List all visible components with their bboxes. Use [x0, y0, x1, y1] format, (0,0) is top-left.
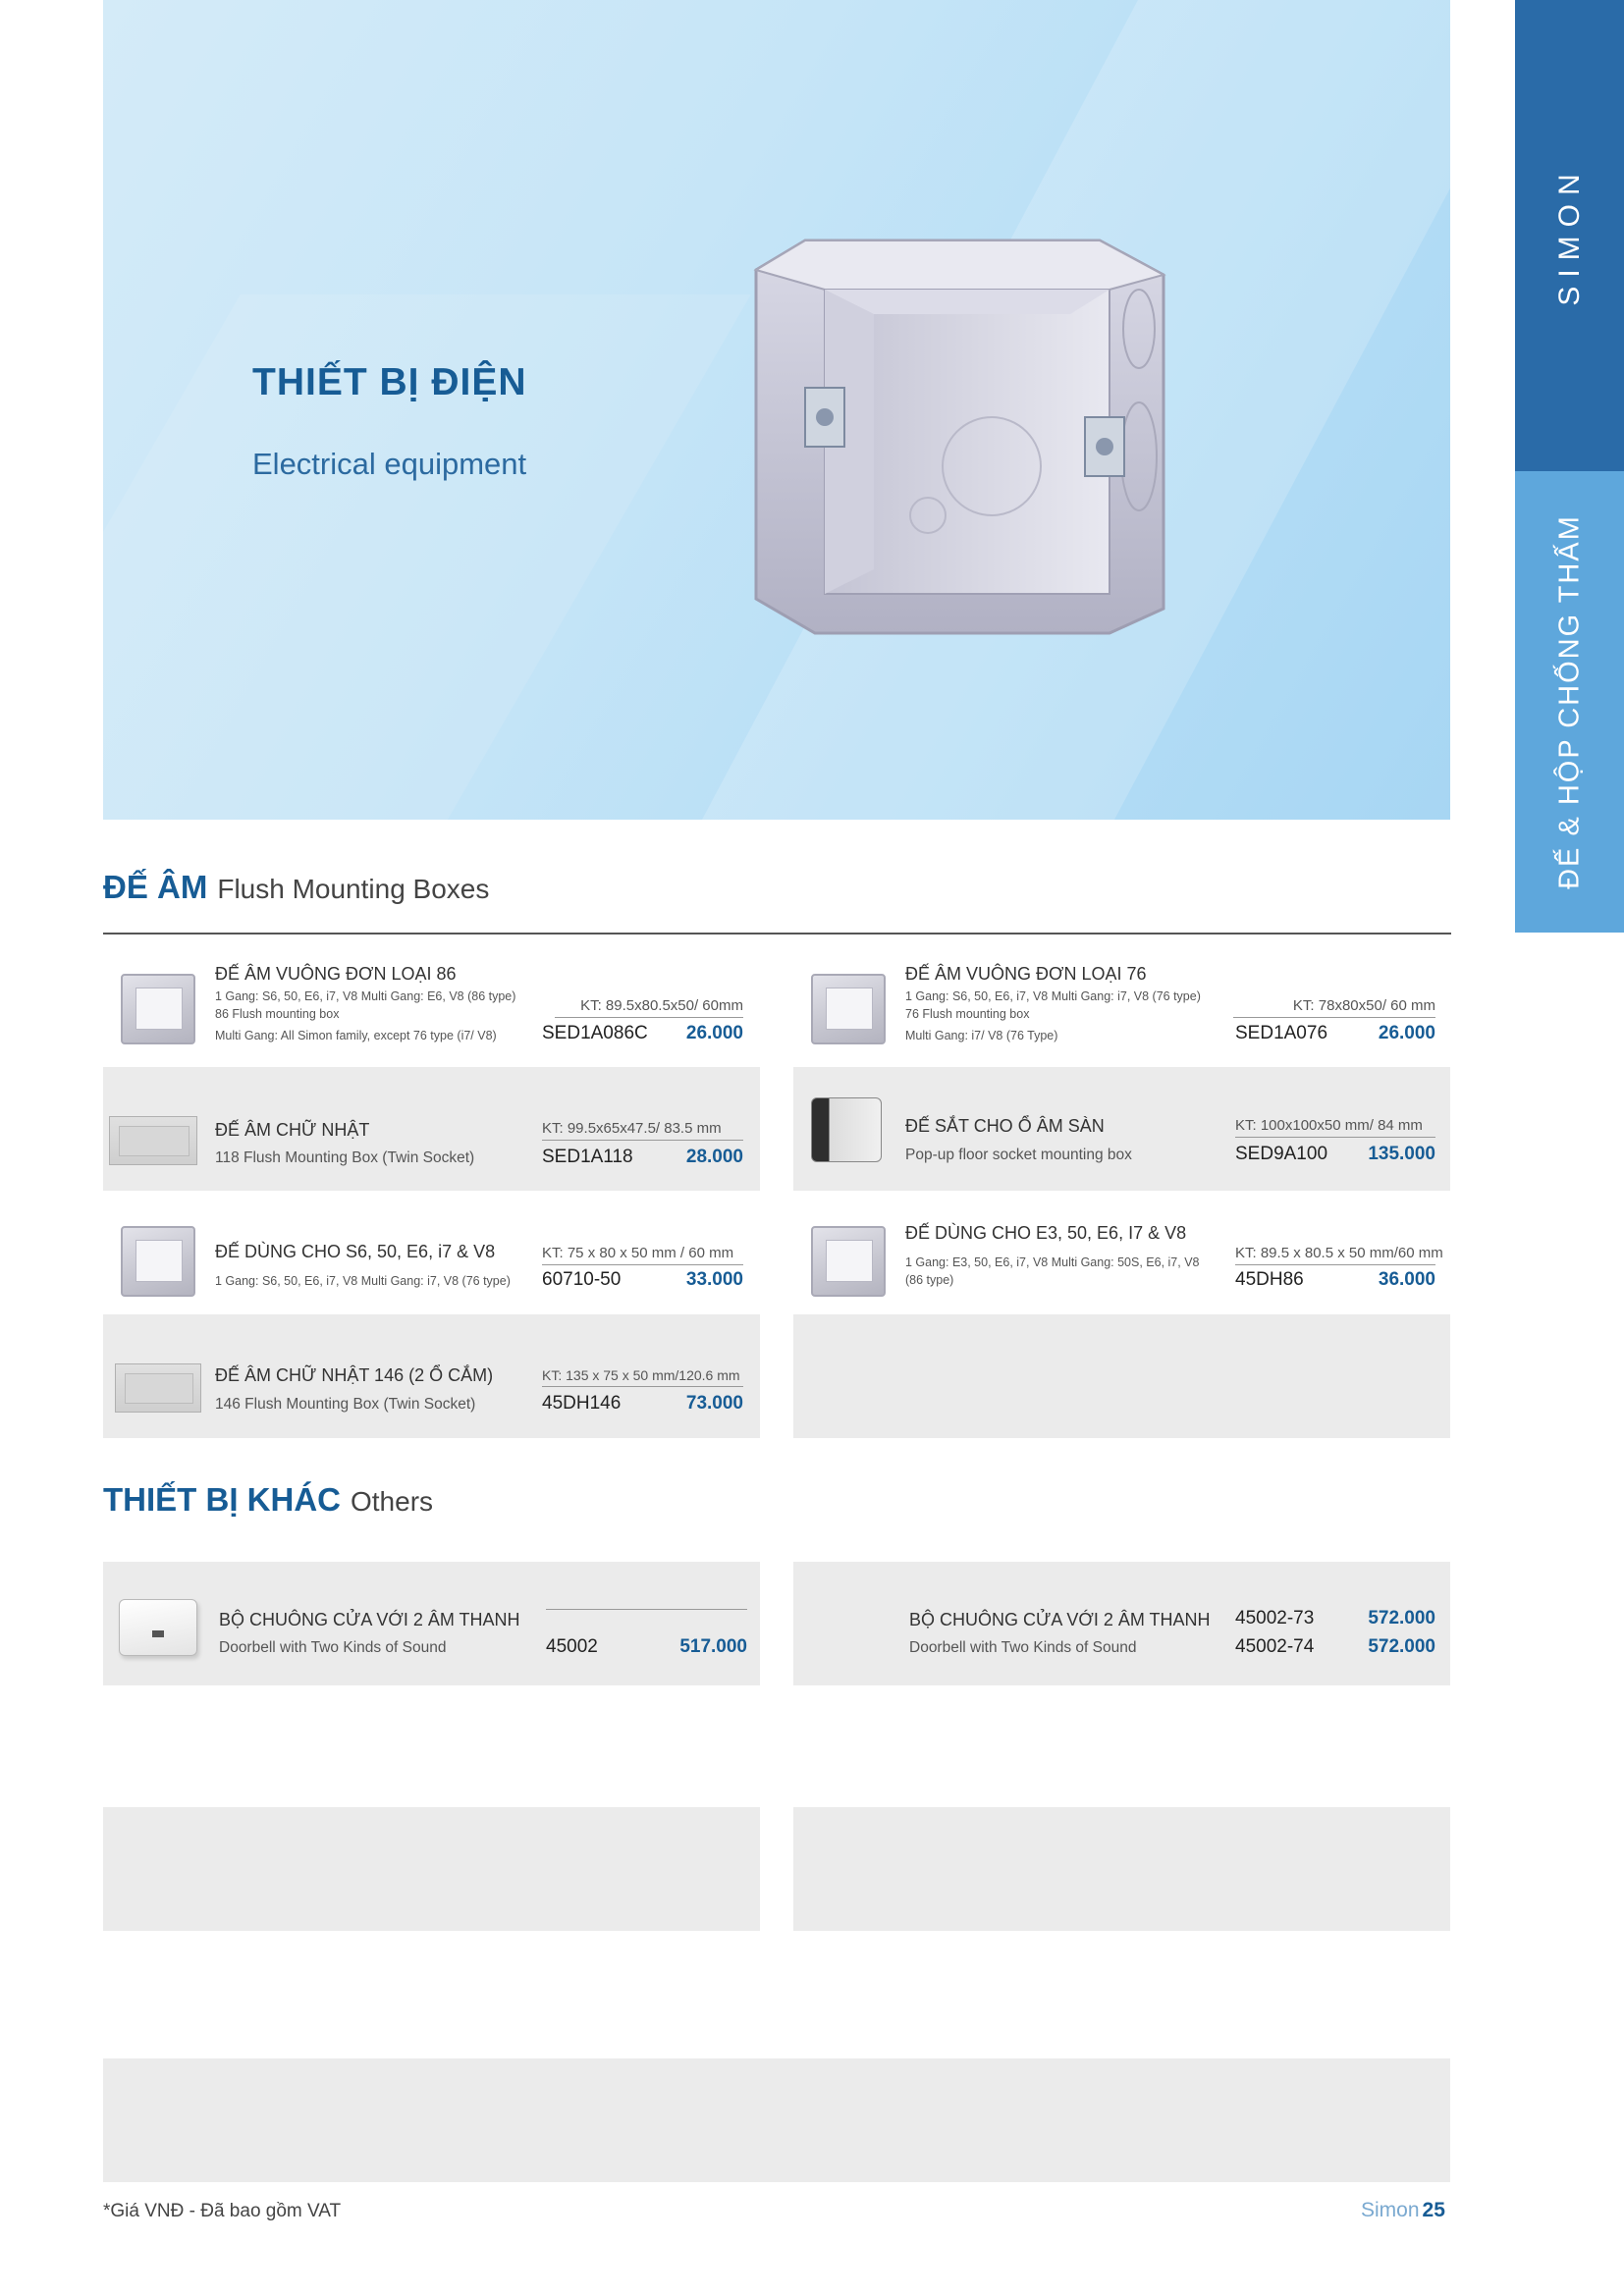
product-desc: 86 Flush mounting box [215, 1007, 340, 1021]
product-dimensions: KT: 75 x 80 x 50 mm / 60 mm [542, 1245, 743, 1265]
product-desc: Multi Gang: i7/ V8 (76 Type) [905, 1029, 1058, 1042]
section-subtitle: Others [351, 1486, 434, 1517]
product-row [793, 1067, 1450, 1191]
product-price: 135.000 [1368, 1144, 1435, 1164]
product-code: SED9A100 [1235, 1144, 1328, 1164]
product-code: 45002 [546, 1636, 598, 1657]
product-row [103, 1067, 760, 1191]
hero-subtitle: Electrical equipment [252, 447, 527, 481]
section-title: THIẾT BỊ KHÁC [103, 1481, 341, 1518]
product-desc: 1 Gang: S6, 50, E6, i7, V8 Multi Gang: i7, V8 (76 type) [215, 1274, 511, 1288]
square-flush-box-icon [121, 1226, 195, 1297]
product-desc: 76 Flush mounting box [905, 1007, 1030, 1021]
category-vertical-label: ĐẾ & HỘP CHỐNG THẤM [1553, 514, 1585, 889]
product-desc: Multi Gang: All Simon family, except 76 type (i7/ V8) [215, 1029, 497, 1042]
product-desc: 118 Flush Mounting Box (Twin Socket) [215, 1149, 475, 1166]
product-code: SED1A076 [1235, 1023, 1328, 1043]
product-name: ĐẾ DÙNG CHO E3, 50, E6, I7 & V8 [905, 1223, 1187, 1243]
empty-panel [793, 1807, 1450, 1931]
product-row [103, 944, 760, 1068]
product-name: BỘ CHUÔNG CỬA VỚI 2 ÂM THANH [909, 1610, 1211, 1629]
product-name: ĐẾ ÂM CHỮ NHẬT [215, 1120, 370, 1140]
product-name: ĐẾ ÂM VUÔNG ĐƠN LOẠI 76 [905, 964, 1147, 984]
product-row [103, 1562, 760, 1685]
square-flush-box-icon [811, 1226, 886, 1297]
footer-brand [1361, 2199, 1445, 2222]
product-name: ĐẾ ÂM VUÔNG ĐƠN LOẠI 86 [215, 964, 457, 984]
product-price: 26.000 [685, 1023, 743, 1043]
sidebar-category-tab [1515, 471, 1624, 933]
product-dimensions: KT: 135 x 75 x 50 mm/120.6 mm [542, 1367, 743, 1387]
product-code: SED1A118 [542, 1147, 633, 1167]
product-name: ĐẾ DÙNG CHO S6, 50, E6, i7 & V8 [215, 1242, 496, 1261]
product-price: 26.000 [1378, 1023, 1435, 1043]
section-divider [103, 933, 1451, 934]
section-subtitle: Flush Mounting Boxes [217, 874, 490, 904]
code-divider [546, 1606, 747, 1610]
product-name: BỘ CHUÔNG CỬA VỚI 2 ÂM THANH [219, 1610, 520, 1629]
product-code: 60710-50 [542, 1269, 622, 1290]
section-header-flush [103, 869, 489, 906]
steel-floor-box-icon [811, 1097, 882, 1162]
product-desc: Pop-up floor socket mounting box [905, 1147, 1132, 1163]
brand-vertical-label: SIMON [1552, 165, 1586, 306]
square-flush-box-icon [121, 974, 195, 1044]
product-desc: Doorbell with Two Kinds of Sound [909, 1639, 1137, 1656]
product-code: 45DH146 [542, 1393, 622, 1414]
product-price: 73.000 [685, 1393, 743, 1414]
product-dimensions: KT: 89.5 x 80.5 x 50 mm/60 mm [1235, 1245, 1435, 1265]
empty-panel [103, 2058, 1450, 2182]
product-row-empty [793, 1314, 1450, 1438]
doorbell-icon [119, 1599, 197, 1656]
square-flush-box-icon [811, 974, 886, 1044]
page-number: 25 [1422, 2199, 1445, 2221]
product-desc: 146 Flush Mounting Box (Twin Socket) [215, 1396, 476, 1413]
product-price: 517.000 [679, 1636, 747, 1657]
rectangular-flush-box-icon [109, 1116, 197, 1165]
product-price: 33.000 [685, 1269, 743, 1290]
product-desc: 1 Gang: S6, 50, E6, i7, V8 Multi Gang: E6, V8 (86 type) [215, 989, 516, 1003]
product-price: 28.000 [685, 1147, 743, 1167]
product-row [103, 1191, 760, 1314]
footer-brand-name: Simon [1361, 2199, 1420, 2221]
product-name: ĐẾ ÂM CHỮ NHẬT 146 (2 Ổ CẮM) [215, 1365, 494, 1385]
product-row [793, 1191, 1450, 1314]
empty-panel [103, 1807, 760, 1931]
product-dimensions: KT: 99.5x65x47.5/ 83.5 mm [542, 1120, 743, 1141]
product-code: 45002-73 [1235, 1608, 1315, 1629]
sidebar-brand-tab [1515, 0, 1624, 471]
product-row [103, 1314, 760, 1438]
product-dimensions: KT: 78x80x50/ 60 mm [1233, 997, 1435, 1018]
price-note: *Giá VNĐ - Đã bao gồm VAT [103, 2201, 342, 2221]
section-title: ĐẾ ÂM [103, 869, 208, 905]
product-desc: 1 Gang: S6, 50, E6, i7, V8 Multi Gang: i7, V8 (76 type) [905, 989, 1201, 1003]
product-dimensions: KT: 89.5x80.5x50/ 60mm [555, 997, 743, 1018]
product-desc: 1 Gang: E3, 50, E6, i7, V8 Multi Gang: 50S, E6, i7, V8 [905, 1255, 1200, 1269]
product-name: ĐẾ SẮT CHO Ổ ÂM SÀN [905, 1116, 1105, 1136]
product-desc: Doorbell with Two Kinds of Sound [219, 1639, 447, 1656]
section-header-others [103, 1481, 433, 1519]
product-price: 36.000 [1378, 1269, 1435, 1290]
product-row [793, 1562, 1450, 1685]
rectangular-flush-box-icon [115, 1363, 201, 1413]
product-code: 45DH86 [1235, 1269, 1304, 1290]
flush-mounting-box-illustration [677, 221, 1188, 653]
product-code: SED1A086C [542, 1023, 648, 1043]
product-row [793, 944, 1450, 1068]
hero-title: THIẾT BỊ ĐIỆN [252, 361, 527, 403]
product-code: 45002-74 [1235, 1636, 1315, 1657]
product-price: 572.000 [1368, 1636, 1435, 1657]
product-dimensions: KT: 100x100x50 mm/ 84 mm [1235, 1117, 1435, 1138]
product-desc: (86 type) [905, 1273, 954, 1287]
product-price: 572.000 [1368, 1608, 1435, 1629]
